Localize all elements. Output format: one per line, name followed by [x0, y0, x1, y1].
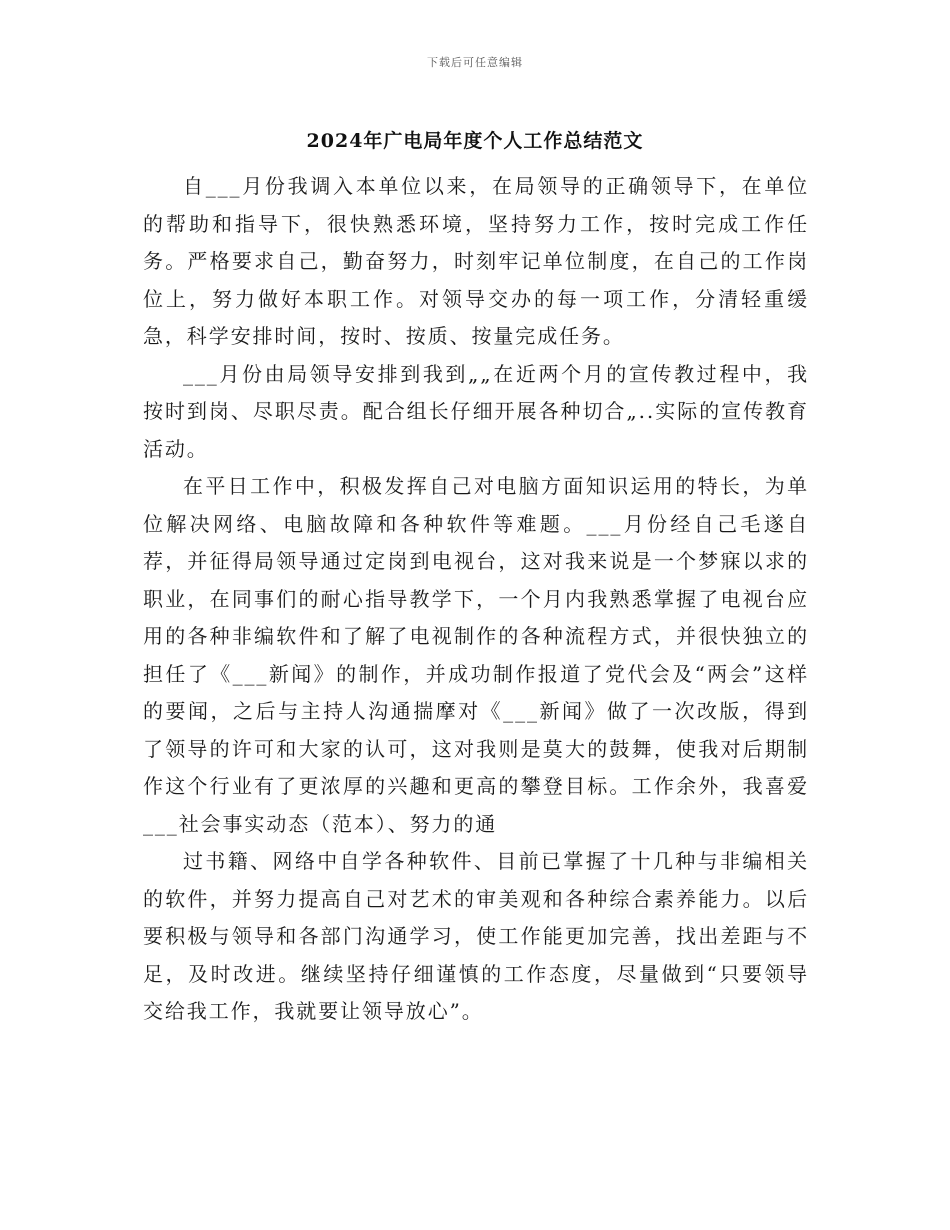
- paragraph-4: 过书籍、网络中自学各种软件、目前已掌握了十几种与非编相关的软件，并努力提高自己对艺术的审美观和各种综合素养能力。以后要积极与领导和各部门沟通学习，使工作能更加完善，找出差距与不足，及时改进。继续坚持仔细谨慎的工作态度，尽量做到“只要领导交给我工作，我就要让领导放心”。: [143, 849, 809, 1023]
- document-body: [143, 168, 809, 1031]
- paragraph-1: 自___月份我调入本单位以来，在局领导的正确领导下，在单位的帮助和指导下，很快熟悉环境，坚持努力工作，按时完成工作任务。严格要求自己，勤奋努力，时刻牢记单位制度，在自己的工作岗位上，努力做好本职工作。对领导交办的每一项工作，分清轻重缓急，科学安排时间，按时、按质、按量完成任务。: [143, 174, 809, 348]
- paragraph-2: ___月份由局领导安排到我到„„在近两个月的宣传教过程中，我按时到岗、尽职尽责。配合组长仔细开展各种切合„..实际的宣传教育活动。: [143, 361, 809, 461]
- paragraph-3: 在平日工作中，积极发挥自己对电脑方面知识运用的特长，为单位解决网络、电脑故障和各种软件等难题。___月份经自己毛遂自荐，并征得局领导通过定岗到电视台，这对我来说是一个梦寐以求的职业，在同事们的耐心指导教学下，一个月内我熟悉掌握了电视台应用的各种非编软件和了解了电视制作的各种流程方式，并很快独立的担任了《___新闻》的制作，并成功制作报道了党代会及“两会”这样的要闻，之后与主持人沟通揣摩对《___新闻》做了一次改版，得到了领导的许可和大家的认可，这对我则是莫大的鼓舞，使我对后期制作这个行业有了更浓厚的兴趣和更高的攀登目标。工作余外，我喜爱___社会事实动态（范本）、努力的通: [143, 474, 809, 836]
- document-title: 2024年广电局年度个人工作总结范文: [306, 130, 644, 152]
- page-header-note: 下载后可任意编辑: [427, 56, 523, 69]
